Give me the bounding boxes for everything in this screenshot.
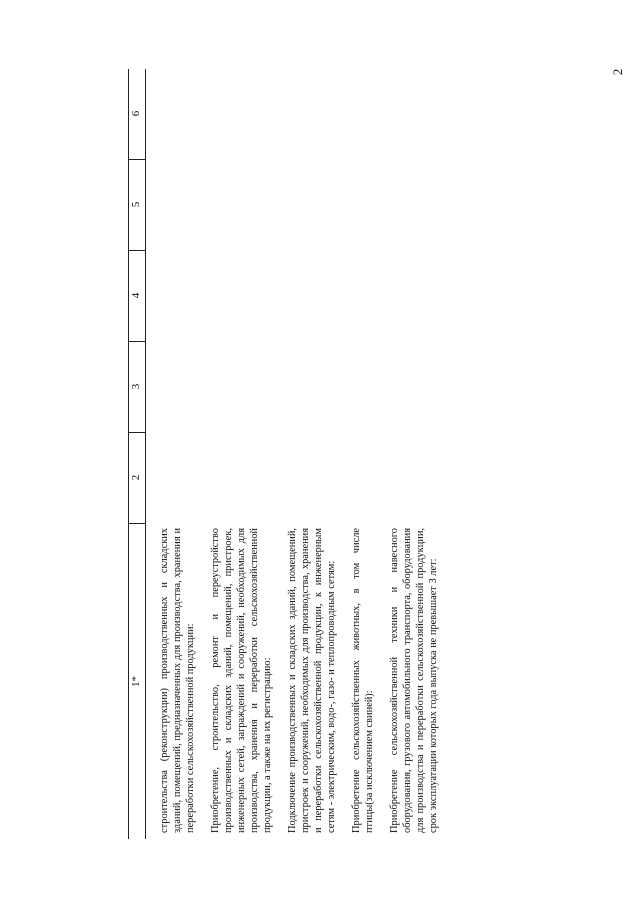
column-header-2: 2 xyxy=(128,432,145,524)
page-number: 2 xyxy=(610,68,625,76)
column-header-4: 4 xyxy=(128,250,145,342)
table-entry: Приобретение, строительство, ремонт и переустройство производственных и складских зданий, помещений, пристроек, инженерных сетей, заграждений и сооружений, необходимых для производства, хранения и переработки сельскохозяйственной продукции, а также на их регистрацию: xyxy=(210,528,274,833)
column-divider xyxy=(145,341,146,342)
table-entry: строительства (реконструкции) производственных и складских зданий, помещений, предназначенных для производства, хранения и переработки сельскохозяйственной продукции: xyxy=(159,528,197,833)
column-header-6: 6 xyxy=(128,68,145,160)
column-divider xyxy=(145,432,146,433)
column-divider xyxy=(145,250,146,251)
column-header-3: 3 xyxy=(128,341,145,433)
table-entry: Приобретение сельскохозяйственной техники и навесного оборудования, грузового автомобильного транспорта, оборудования для производства и переработки сельскохозяйственной продукции, срок эксплуатации которых года выпуска не превышает 3 лет: xyxy=(389,528,440,833)
table-entry: Подключение производственных и складских зданий, помещений, пристроек и сооружений, необходимых для производства, хранения и переработки сельскохозяйственной продукции, к инженерным сетям - электрическим, водо-, газо- и теплопроводным сетям: xyxy=(287,528,338,833)
table-entry: Приобретение сельскохозяйственных животных, в том числе птицы(за исключением свиней): xyxy=(351,528,376,833)
column-divider xyxy=(145,523,146,524)
table-entries xyxy=(148,528,452,833)
column-header-1: 1* xyxy=(130,676,142,687)
table-header-rule xyxy=(145,69,146,839)
column-divider xyxy=(145,159,146,160)
column-header-5: 5 xyxy=(128,159,145,251)
